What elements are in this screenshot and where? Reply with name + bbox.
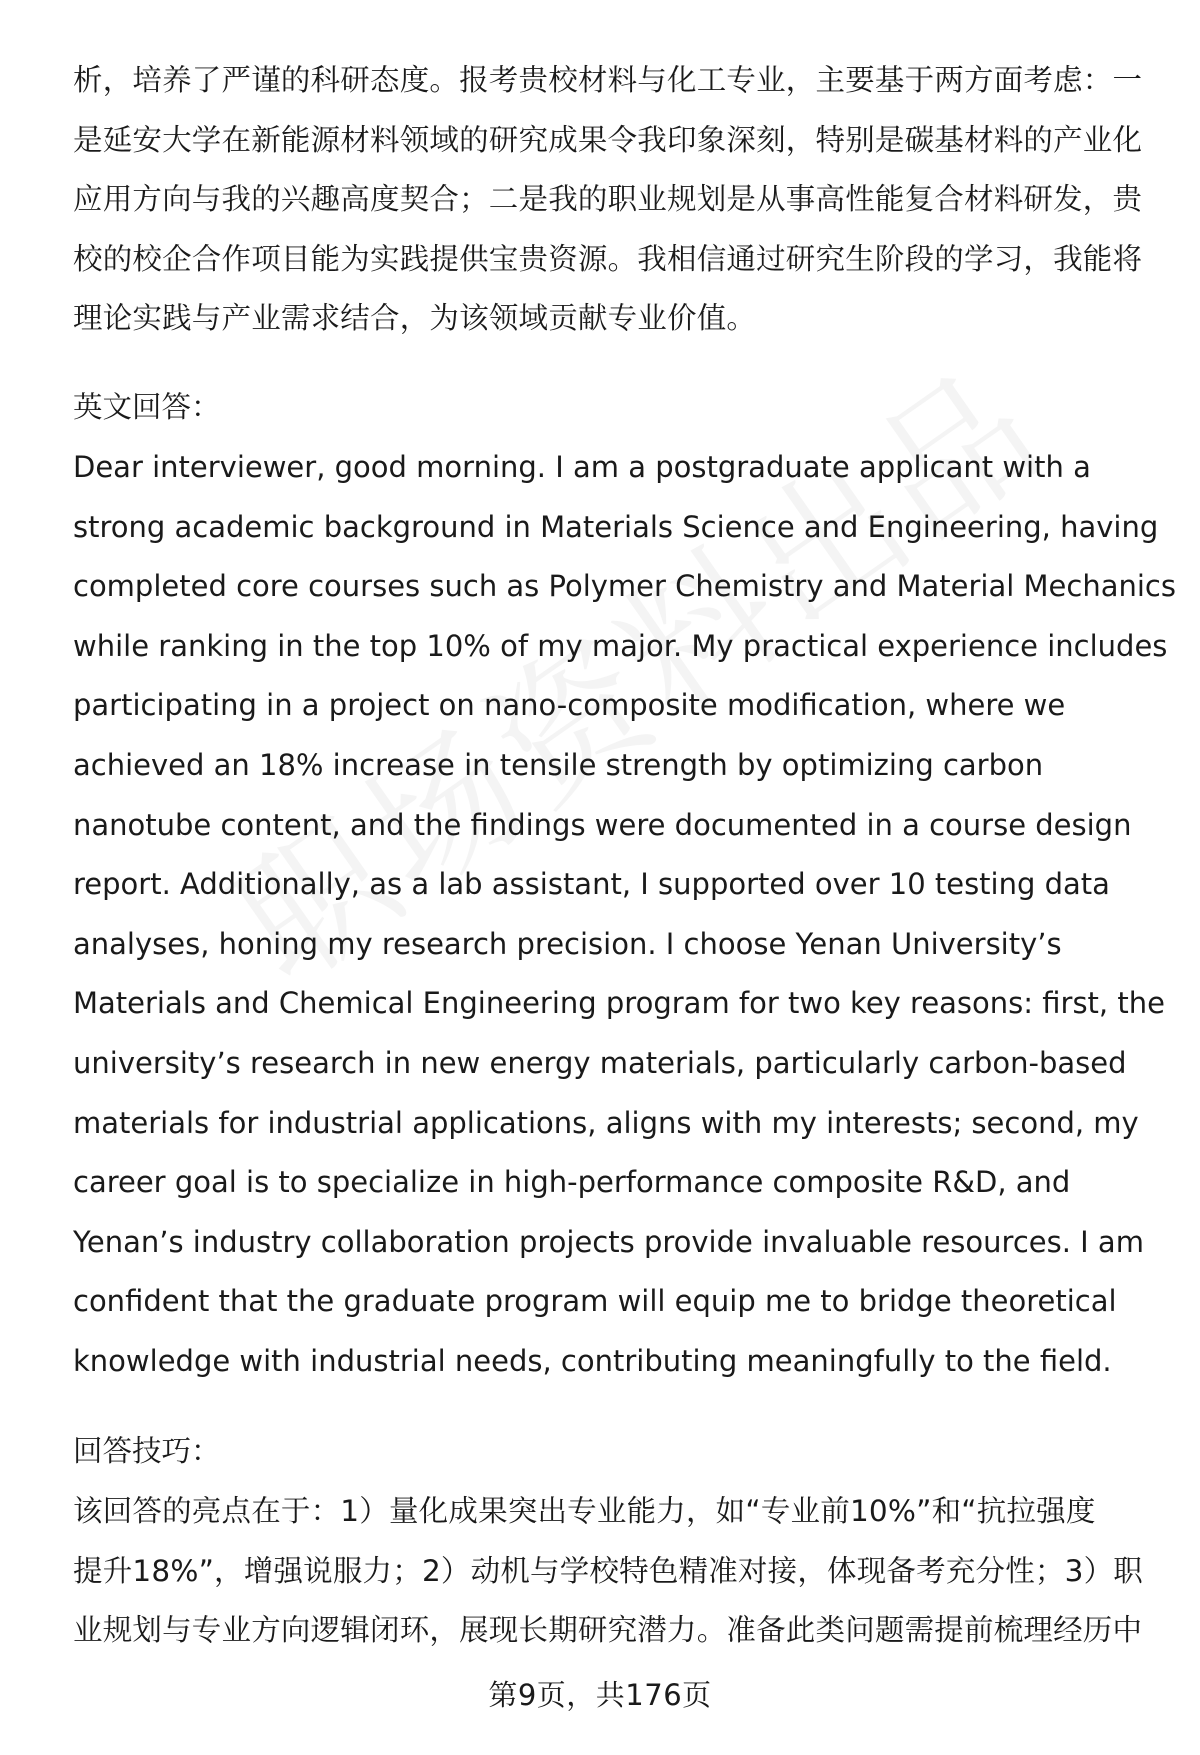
paragraph-line: strong academic background in Materials Science and Engineering, having (73, 509, 1159, 544)
paragraph-line: analyses, honing my research precision. I choose Yenan University’s (73, 926, 1062, 961)
paragraph-line: Yenan’s industry collaboration projects provide invaluable resources. I am (73, 1224, 1144, 1259)
paragraph-line: Materials and Chemical Engineering program for two key reasons: first, the (73, 986, 1165, 1021)
paragraph-line: participating in a project on nano-composite modification, where we (73, 688, 1066, 723)
answer-tips-heading (73, 1422, 1163, 1482)
page-number: 第9页，共176页 (488, 1678, 712, 1712)
paragraph-line: 应用方向与我的兴趣高度契合；二是我的职业规划是从事高性能复合材料研发，贵 (73, 182, 1143, 217)
paragraph-line: materials for industrial applications, aligns with my interests; second, my (73, 1105, 1139, 1140)
english-answer-paragraph (73, 438, 1176, 1392)
paragraph-line: 理论实践与产业需求结合，为该领域贡献专业价值。 (73, 301, 757, 336)
section-heading: 回答技巧： (73, 1434, 221, 1468)
paragraph-line: 业规划与专业方向逻辑闭环，展现长期研究潜力。准备此类问题需提前梳理经历中 (73, 1613, 1143, 1648)
paragraph-line: career goal is to specialize in high-performance composite R&D, and (73, 1165, 1071, 1200)
paragraph-line: 提升18%”，增强说服力；2）动机与学校特色精准对接，体现备考充分性；3）职 (73, 1553, 1143, 1588)
intro-paragraph-zh (73, 51, 1163, 349)
paragraph-line: 该回答的亮点在于：1）量化成果突出专业能力，如“专业前10%”和“抗拉强度 (73, 1494, 1096, 1528)
paragraph-line: Dear interviewer, good morning. I am a postgraduate applicant with a (73, 450, 1091, 484)
paragraph-line: report. Additionally, as a lab assistant, I supported over 10 testing data (73, 867, 1110, 902)
section-heading: 英文回答： (73, 390, 221, 424)
paragraph-line: confident that the graduate program will equip me to bridge theoretical (73, 1284, 1117, 1319)
paragraph-line: achieved an 18% increase in tensile strength by optimizing carbon (73, 747, 1044, 782)
paragraph-line: nanotube content, and the findings were documented in a course design (73, 807, 1132, 842)
answer-tips-paragraph (73, 1482, 1163, 1661)
paragraph-line: 是延安大学在新能源材料领域的研究成果令我印象深刻，特别是碳基材料的产业化 (73, 122, 1143, 157)
paragraph-line: while ranking in the top 10% of my major. My practical experience includes (73, 628, 1168, 663)
paragraph-line: knowledge with industrial needs, contributing meaningfully to the field. (73, 1343, 1112, 1378)
paragraph-line: 析，培养了严谨的科研态度。报考贵校材料与化工专业，主要基于两方面考虑：一 (73, 63, 1143, 97)
paragraph-line: completed core courses such as Polymer Chemistry and Material Mechanics (73, 569, 1176, 604)
english-answer-heading (73, 378, 1163, 438)
paragraph-line: university’s research in new energy materials, particularly carbon-based (73, 1045, 1127, 1080)
paragraph-line: 校的校企合作项目能为实践提供宝贵资源。我相信通过研究生阶段的学习，我能将 (73, 241, 1143, 276)
